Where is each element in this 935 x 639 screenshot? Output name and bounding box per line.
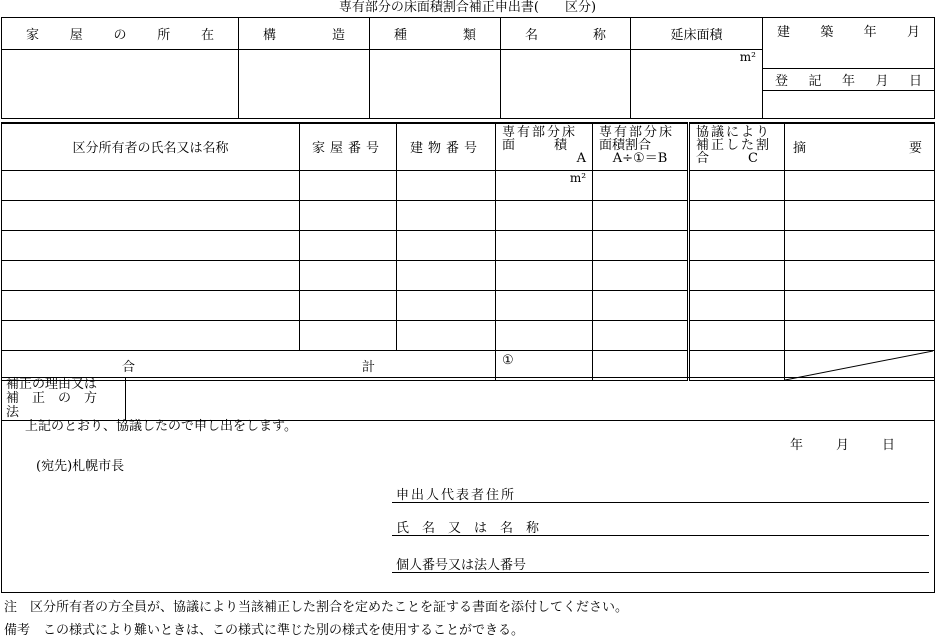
type-cell[interactable] (370, 50, 501, 119)
location-cell[interactable] (2, 50, 239, 119)
name-cell[interactable] (501, 50, 631, 119)
total-area-cell[interactable] (496, 350, 593, 380)
area-cell[interactable] (496, 290, 593, 320)
ratio-cell[interactable] (593, 200, 689, 230)
declaration-box (1, 409, 935, 593)
ratio-cell[interactable] (593, 230, 689, 260)
house-number-cell[interactable] (300, 260, 397, 290)
remarks-cell[interactable] (785, 170, 935, 200)
name-label-char: 名 (525, 28, 539, 43)
note-1: 注 区分所有者の方全員が、協議により当該補正した割合を定めたことを証する書面を添付してください。 (4, 600, 629, 615)
property-table (1, 17, 935, 119)
registered-label-char: 登 (775, 74, 789, 89)
location-label-char: 家 (26, 28, 40, 43)
location-label-char: 屋 (69, 28, 83, 43)
agreed-cell[interactable] (689, 260, 785, 290)
header-owner-name: 区分所有者の氏名又は名称 (2, 123, 300, 170)
registered-label-char: 月 (875, 74, 889, 89)
header-remarks (785, 123, 935, 170)
declaration-text: 上記のとおり、協議したので申し出をします。 (25, 419, 297, 434)
building-number-cell[interactable] (397, 320, 496, 350)
house-number-cell[interactable] (300, 290, 397, 320)
owner-cell[interactable] (2, 320, 300, 350)
remarks-cell[interactable] (785, 290, 935, 320)
location-label-char: の (113, 28, 127, 43)
total-label: 合 計 (2, 350, 496, 380)
structure-label-char: 造 (331, 28, 345, 43)
applicant-name-label: 氏 名 又 は 名 称 (396, 521, 540, 536)
remarks-label-char: 要 (909, 141, 923, 157)
header-area-a: 専有部分床 面 積 A (496, 123, 593, 170)
area-cell[interactable] (496, 200, 593, 230)
agreed-cell[interactable] (689, 320, 785, 350)
location-label-char: 所 (157, 28, 171, 43)
reason-label: 補正の理由又は 補 正 の 方 法 (2, 378, 126, 421)
building-number-cell[interactable] (397, 200, 496, 230)
house-number-cell[interactable] (300, 320, 397, 350)
registered-label-char: 日 (908, 74, 922, 89)
header-name (501, 18, 631, 50)
header-location (2, 18, 239, 50)
owner-cell[interactable] (2, 290, 300, 320)
addressee: (宛先)札幌市長 (36, 459, 125, 474)
built-label-char: 年 (863, 25, 877, 40)
owner-cell[interactable] (2, 170, 300, 200)
owner-cell[interactable] (2, 260, 300, 290)
table-row (2, 170, 935, 200)
table-row (2, 230, 935, 260)
agreed-cell[interactable] (689, 170, 785, 200)
house-number-cell[interactable] (300, 230, 397, 260)
applicant-name-field[interactable] (392, 519, 929, 536)
ratio-cell[interactable] (593, 320, 689, 350)
remarks-cell[interactable] (785, 320, 935, 350)
registered-date-label[interactable] (763, 69, 935, 91)
form-title: 専有部分の床面積割合補正申出書( 区分) (338, 0, 597, 15)
ratio-cell[interactable] (593, 290, 689, 320)
registered-label-char: 年 (841, 74, 855, 89)
ratio-cell[interactable] (593, 170, 689, 200)
agreed-cell[interactable] (689, 290, 785, 320)
built-label-char: 月 (906, 25, 920, 40)
total-mark: ① (502, 352, 514, 368)
ratio-cell[interactable] (593, 260, 689, 290)
applicant-id-field[interactable] (392, 556, 929, 573)
total-ratio-cell[interactable] (593, 350, 689, 380)
house-number-cell[interactable] (300, 200, 397, 230)
header-type (370, 18, 501, 50)
header-house-number: 家屋番号 (300, 123, 397, 170)
type-label-char: 種 (394, 28, 408, 43)
header-building-number: 建物番号 (397, 123, 496, 170)
remarks-cell[interactable] (785, 200, 935, 230)
house-number-cell[interactable] (300, 170, 397, 200)
building-number-cell[interactable] (397, 290, 496, 320)
building-number-cell[interactable] (397, 230, 496, 260)
registered-date-cell[interactable] (763, 91, 935, 119)
area-unit: m² (739, 50, 756, 64)
header-floor-area: 延床面積 (631, 18, 763, 50)
applicant-address-field[interactable] (392, 486, 929, 503)
remarks-cell[interactable] (785, 260, 935, 290)
header-structure (239, 18, 370, 50)
structure-cell[interactable] (239, 50, 370, 119)
table-row (2, 290, 935, 320)
applicant-address-label: 申出人代表者住所 (396, 488, 517, 503)
diagonal-line (785, 351, 933, 381)
area-cell[interactable] (496, 170, 593, 200)
total-remarks-cell (785, 350, 935, 380)
date-field[interactable]: 年 月 日 (790, 438, 895, 453)
area-cell[interactable] (496, 260, 593, 290)
area-cell[interactable] (496, 320, 593, 350)
area-cell[interactable] (496, 230, 593, 260)
built-label-char: 築 (820, 25, 834, 40)
owner-cell[interactable] (2, 200, 300, 230)
applicant-id-label: 個人番号又は法人番号 (396, 558, 527, 573)
built-label-char: 建 (777, 25, 791, 40)
note-2: 備考 この様式により難いときは、この様式に準じた別の様式を使用することができる。 (4, 623, 525, 638)
remarks-cell[interactable] (785, 230, 935, 260)
owners-table (1, 122, 935, 381)
agreed-cell[interactable] (689, 200, 785, 230)
location-label-char: 在 (200, 28, 214, 43)
total-agreed-cell[interactable] (689, 350, 785, 380)
remarks-label-char: 摘 (793, 141, 807, 157)
header-ratio-b: 専有部分床 面積割合 A÷①＝B (593, 123, 689, 170)
header-agreed-c: 協議により 補正した割 合 C (689, 123, 785, 170)
type-label-char: 類 (462, 28, 476, 43)
built-date-cell[interactable] (763, 18, 935, 69)
floor-area-cell[interactable] (631, 50, 763, 119)
name-label-char: 称 (592, 28, 606, 43)
structure-label-char: 構 (263, 28, 277, 43)
registered-label-char: 記 (808, 74, 822, 89)
building-number-cell[interactable] (397, 260, 496, 290)
table-row (2, 320, 935, 350)
table-row (2, 260, 935, 290)
building-number-cell[interactable] (397, 170, 496, 200)
agreed-cell[interactable] (689, 230, 785, 260)
area-unit: m² (569, 170, 587, 185)
table-row (2, 200, 935, 230)
owner-cell[interactable] (2, 230, 300, 260)
